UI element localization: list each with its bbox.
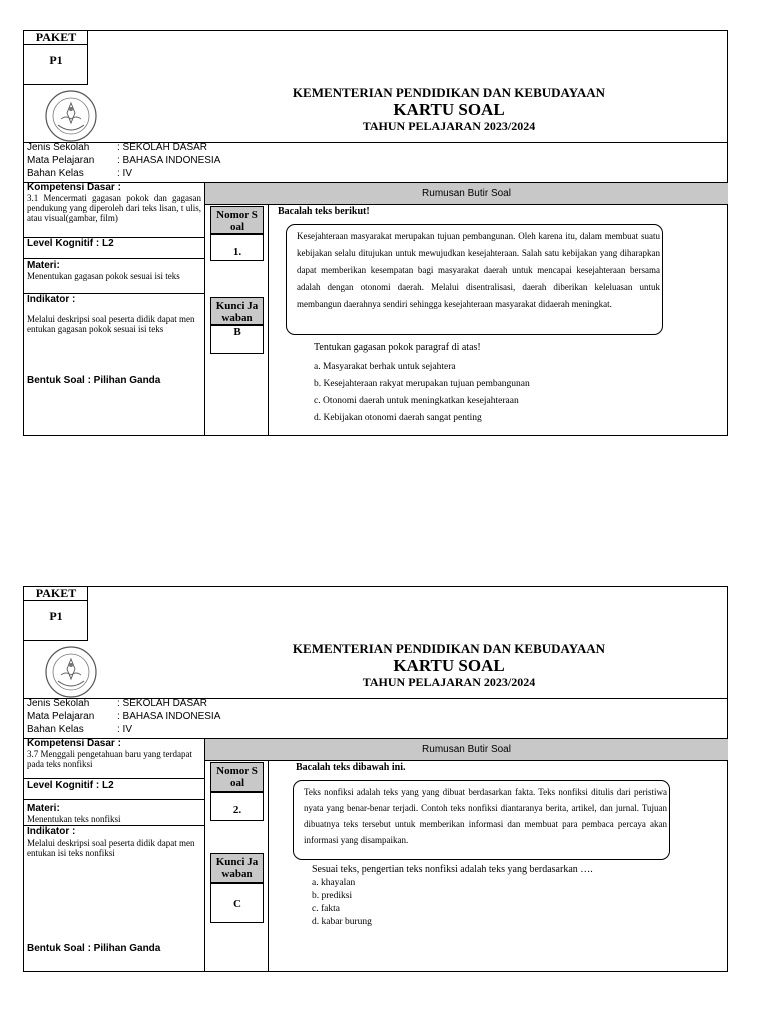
- card-title: KARTU SOAL: [393, 656, 505, 675]
- answer-option-d: d. Kebijakan otonomi daerah sangat penting: [314, 413, 482, 423]
- paket-label: PAKET: [24, 31, 88, 45]
- rumusan-header: Rumusan Butir Soal: [205, 739, 728, 761]
- column-divider: [204, 182, 205, 436]
- nomor-soal-value: 2.: [210, 792, 264, 821]
- ministry-title: KEMENTERIAN PENDIDIKAN DAN KEBUDAYAAN: [292, 641, 606, 656]
- info-row-subject: Mata Pelajaran : BAHASA INDONESIA: [27, 155, 221, 166]
- school-year: TAHUN PELAJARAN 2023/2024: [362, 119, 536, 133]
- column-divider: [268, 761, 269, 972]
- tut-wuri-handayani-logo: [44, 645, 98, 699]
- kunci-jawaban-value: C: [210, 883, 264, 923]
- level-label: Level Kognitif : L2: [27, 780, 114, 791]
- indikator-text: Melalui deskripsi soal peserta didik dapat men entukan isi teks nonfiksi: [27, 838, 195, 858]
- passage-box: [286, 224, 663, 335]
- kd-label: Kompetensi Dasar :: [27, 738, 121, 749]
- ministry-title: KEMENTERIAN PENDIDIKAN DAN KEBUDAYAAN: [292, 85, 606, 100]
- materi-text: Menentukan teks nonfiksi: [27, 814, 121, 824]
- info-row-school: Jenis Sekolah : SEKOLAH DASAR: [27, 142, 208, 153]
- question-text: Sesuai teks, pengertian teks nonfiksi adalah teks yang berdasarkan ….: [312, 864, 593, 875]
- bentuk-soal-label: Bentuk Soal : Pilihan Ganda: [27, 375, 161, 386]
- answer-option-c: c. Otonomi daerah untuk meningkatkan kesejahteraan: [314, 396, 519, 406]
- question-card-2: [23, 586, 728, 972]
- level-label: Level Kognitif : L2: [27, 238, 114, 249]
- passage-box: [293, 780, 670, 860]
- tut-wuri-handayani-logo: [44, 89, 98, 143]
- materi-text: Menentukan gagasan pokok sesuai isi teks: [27, 271, 180, 281]
- indikator-label: Indikator :: [27, 826, 76, 837]
- nomor-soal-header: Nomor S oal: [210, 206, 264, 234]
- materi-label: Materi:: [27, 803, 60, 814]
- paket-code: P1: [49, 609, 63, 623]
- school-year: TAHUN PELAJARAN 2023/2024: [362, 675, 536, 689]
- divider: [24, 778, 204, 779]
- passage-text: Teks nonfiksi adalah teks yang yang dibuat berdasarkan fakta. Teks nonfiksi ditulis dari peristiwa nyata yang benar-benar terjadi. Contoh teks nonfiksi diantaranya berita, artikel, dan jurnal. Tujuan dibuatnya teks tersebut untuk memberikan informasi dan membuat para pembaca percaya akan informasi yang disampaikan.: [304, 787, 667, 845]
- indikator-label: Indikator :: [27, 294, 76, 305]
- nomor-soal-header: Nomor S oal: [210, 762, 264, 792]
- kd-label: Kompetensi Dasar :: [27, 182, 121, 193]
- divider: [24, 258, 204, 259]
- instruction-text: Bacalah teks berikut!: [278, 206, 370, 217]
- column-divider: [268, 205, 269, 436]
- card-title: KARTU SOAL: [393, 100, 505, 119]
- answer-option-b: b. prediksi: [312, 891, 353, 901]
- kunci-jawaban-value: B: [210, 325, 264, 354]
- passage-text: Kesejahteraan masyarakat merupakan tujuan pembangunan. Oleh karena itu, dalam membuat suatu kebijakan selalu ditujukan untuk mewujudkan kesejahteraan. Salah satu kebijakan yang diharapkan dapat memberikan kesempatan bagi masyarakat daerah untuk mencapai kesejahteraan bersama adalah dengan otonomi daerah. Melalui disentralisasi, daerah diberikan keleluasan untuk membangun daerahnya sendiri sehingga kesejahteraan masyarakat didaerah meningkat.: [297, 231, 660, 309]
- answer-option-b: b. Kesejahteraan rakyat merupakan tujuan pembangunan: [314, 379, 530, 389]
- nomor-soal-value: 1.: [210, 234, 264, 261]
- paket-label: PAKET: [24, 587, 88, 601]
- answer-option-c: c. fakta: [312, 904, 340, 914]
- info-row-subject: Mata Pelajaran : BAHASA INDONESIA: [27, 711, 221, 722]
- rumusan-header: Rumusan Butir Soal: [205, 183, 728, 205]
- answer-option-d: d. kabar burung: [312, 917, 372, 927]
- answer-option-a: a. khayalan: [312, 878, 356, 888]
- indikator-text: Melalui deskripsi soal peserta didik dapat men entukan gagasan pokok sesuai isi teks: [27, 314, 195, 334]
- kunci-jawaban-header: Kunci Ja waban: [210, 853, 264, 883]
- bentuk-soal-label: Bentuk Soal : Pilihan Ganda: [27, 943, 161, 954]
- kunci-jawaban-header: Kunci Ja waban: [210, 297, 264, 325]
- answer-option-a: a. Masyarakat berhak untuk sejahtera: [314, 362, 456, 372]
- info-row-class: Bahan Kelas : IV: [27, 168, 133, 179]
- info-row-school: Jenis Sekolah : SEKOLAH DASAR: [27, 698, 208, 709]
- info-row-class: Bahan Kelas : IV: [27, 724, 133, 735]
- paket-code: P1: [49, 53, 63, 67]
- instruction-text: Bacalah teks dibawah ini.: [296, 762, 406, 773]
- divider: [24, 799, 204, 800]
- question-text: Tentukan gagasan pokok paragraf di atas!: [314, 342, 481, 353]
- column-divider: [204, 738, 205, 972]
- materi-label: Materi:: [27, 260, 60, 271]
- kd-text: 3.7 Menggali pengetahuan baru yang terdapat pada teks nonfiksi: [27, 749, 192, 769]
- question-card-1: [23, 30, 728, 436]
- kd-text: 3.1 Mencermati gagasan pokok dan gagasan pendukung yang diperoleh dari teks lisan, t ulis, atau visual(gambar, film): [27, 193, 201, 223]
